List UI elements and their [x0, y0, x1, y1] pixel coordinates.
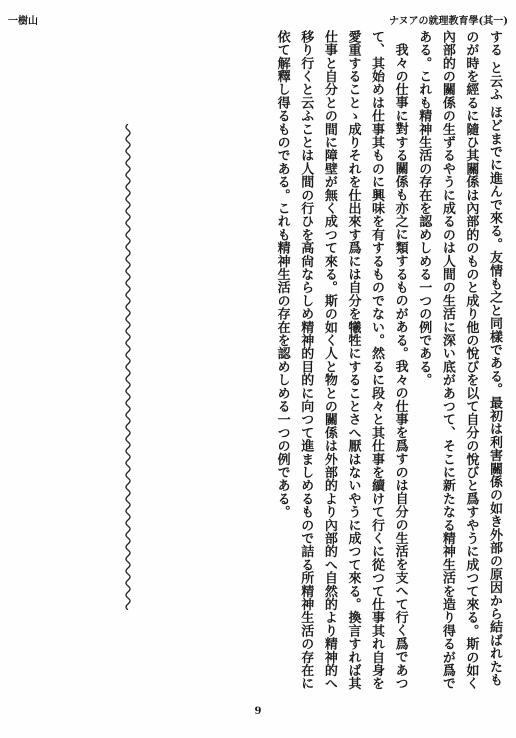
- paragraph-1: する と云ふ ほどまでに進んで來る。友情も之と同樣である。最初は利害關係の如き外部の原因から結ばれたものが時を經るに隨ひ其關係は內部的のものと成り他の悅びを以て自分の悅びと爲すやうに成つて來る。斯の如く內部的の關係の生ずるやうに成るのは人間の生活に深い底があつて、そこに新たなる精神生活を造り得るが爲である。これも精神生活の存在を認めしめる一つの例である。: [416, 30, 502, 690]
- header-author: 一樹山: [8, 15, 38, 27]
- wavy-divider-line: [121, 124, 135, 610]
- page-header: [8, 10, 508, 28]
- paragraph-2: 我々の仕事に對する關係も亦之に類するものがある。我々の仕事を爲すのは自分の生活を支へて行く爲であつて、其始めは仕事其ものに興味を有するものでない。然るに段々と其仕事を續けて行くに從つて仕事其れ自身を愛重することゝ成りそれを仕出來す爲には自分を犧牲にすることさへ厭はないやうに成つて來る。換言すれば其仕事と自分との間に障壁が無く成つて來る。斯の如く人と物との關係は外部的より內部的へ自然的より精神的へ移り行くと云ふことは人間の行ひを高尙ならしめ精神的目的に向つて進ましめるもので詰る所精神生活の存在に依て解釋し得るものである。これも精神生活の存在を認めしめる一つの例である。: [274, 30, 408, 690]
- vertical-body-text: [6, 30, 506, 692]
- running-title: ナヌアの就理教育學(其一): [389, 15, 508, 27]
- page-number: 9: [254, 706, 262, 717]
